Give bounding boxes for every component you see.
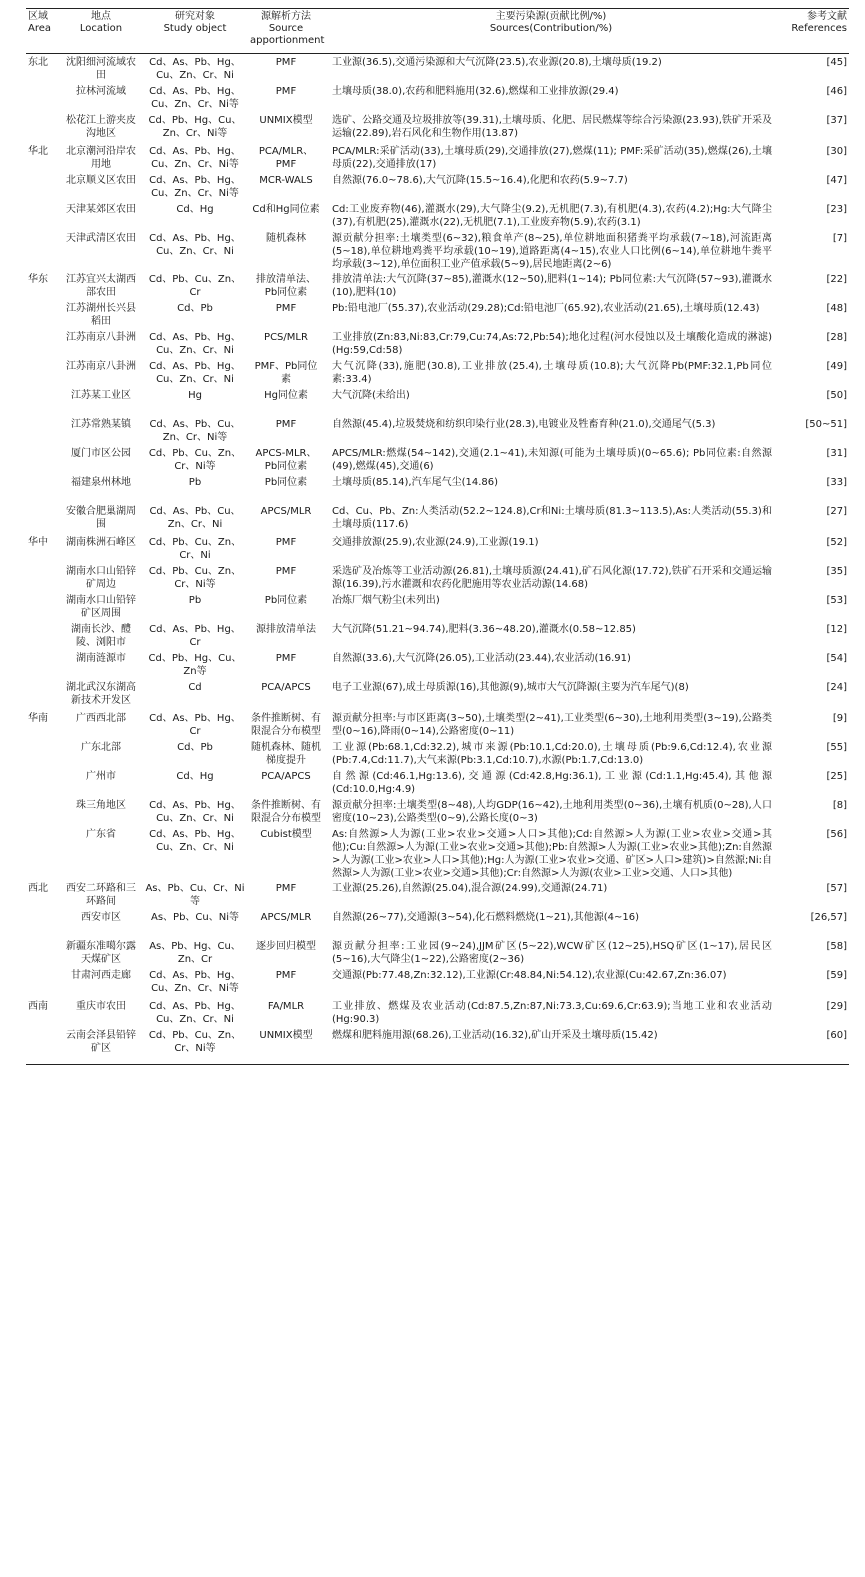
table-header [26,9,849,54]
table-row [26,54,849,86]
cell-sources: As:自然源>人为源(工业>农业>交通>人口>其他);Cd:自然源>人为源(工业>农业>交通>其他);Cu:自然源>人为源(工业>农业>交通>其他);Pb:自然源>人为源(工业>农业>其他);Zn:自然源>人为源(工业>农业>人口>其他);Hg:人为源(工业>农业>交通、矿区>人口>建筑)>自然源;Ni:自然源>人为源(工业>农业>交通>其他);Cr:自然源>人为源(农业>工业>交通、人口>其他) [332,829,772,879]
cell-location: 珠三角地区 [76,800,126,811]
cell-area: 西南 [28,1001,48,1012]
cell-location: 湖南水口山铅锌矿区周围 [66,595,136,619]
cell-location: 云南会泽县铅锌矿区 [60,1029,142,1065]
table-row [26,652,849,681]
table-row [26,534,849,565]
cell-area [26,652,60,681]
cell-study-object: Hg [188,390,202,401]
cell-study-object: Cd、Hg [176,771,214,782]
table-row [26,331,849,360]
table-row [26,565,849,594]
cell-study-object: Cd、As、Pb、Hg、Cu、Zn、Cr、Ni [149,57,241,81]
cell-area [26,623,60,652]
cell-sources: 大气沉降(51.21~94.74),肥料(3.36~48.20),灌溉水(0.58~12.85) [332,624,636,635]
table-row [26,143,849,174]
cell-reference: [50] [826,390,847,401]
cell-study-object: Cd、As、Pb、Cu、Zn、Cr、Ni [149,506,241,530]
cell-method: UNMIX模型 [248,1029,324,1065]
cell-method: Pb同位素 [264,595,308,606]
cell-sources: 工业排放(Zn:83,Ni:83,Cr:79,Cu:74,As:72,Pb:54);地化过程(河水侵蚀以及土壤酸化造成的淋滤)(Hg:59,Cd:58) [332,332,772,356]
cell-location: 西安市区 [81,912,121,923]
cell-sources: 自然源(45.4),垃圾焚烧和纺织印染行业(28.3),电镀业及牲畜育种(21.0),交通尾气(5.3) [332,419,716,430]
cell-method: APCS/MLR [260,506,312,517]
cell-reference: [53] [826,595,847,606]
cell-reference: [33] [826,477,847,488]
cell-study-object: Pb [188,477,202,488]
cell-method: 随机森林 [266,233,306,244]
cell-area: 华中 [28,537,48,548]
table-row [26,998,849,1029]
cell-location: 福建泉州林地 [71,477,131,488]
cell-method: Cd和Hg同位素 [252,204,320,215]
cell-reference: [24] [826,682,847,693]
cell-study-object: Cd、As、Pb、Hg、Cu、Zn、Cr、Ni等 [149,175,241,199]
cell-method: Pb同位素 [264,477,308,488]
cell-method: 条件推断树、有限混合分布模型 [251,800,321,824]
cell-sources: 自然源(33.6),大气沉降(26.05),工业活动(23.44),农业活动(16.91) [332,653,631,664]
cell-area [26,418,60,447]
cell-method: PMF [275,883,297,894]
cell-sources: 工业源(Pb:68.1,Cd:32.2),城市来源(Pb:10.1,Cd:20.0),土壤母质(Pb:9.6,Cd:12.4),农业源(Pb:7.4,Cd:11.7),大气来源(Pb:3.1,Cd:10.7),水源(Pb:1.7,Cd:13.0) [332,742,772,766]
cell-method: PMF、Pb同位素 [254,361,318,385]
cell-reference: [47] [826,175,847,186]
cell-area: 东北 [28,57,48,68]
cell-area [26,565,60,594]
table-row [26,828,849,880]
table-row [26,85,849,114]
cell-study-object: Cd、Pb、Cu、Zn、Cr、Ni等 [148,448,242,472]
header-area: 区域 Area [26,9,60,54]
cell-area [26,969,60,998]
table-body [26,54,849,1065]
cell-study-object: Cd、Pb、Hg、Cu、Zn、Cr、Ni等 [148,115,242,139]
cell-sources: Cd、Cu、Pb、Zn:人类活动(52.2~124.8),Cr和Ni:土壤母质(81.3~113.5),As:人类活动(55.3)和土壤母质(117.6) [332,506,772,530]
table-row [26,476,849,505]
cell-area [26,799,60,828]
cell-study-object: As、Pb、Cu、Cr、Ni等 [145,883,245,907]
cell-method: 排放清单法、Pb同位素 [256,274,316,298]
cell-reference: [49] [826,361,847,372]
cell-area [26,331,60,360]
cell-area [26,447,60,476]
cell-location: 广东北部 [81,742,121,753]
cell-reference: [35] [826,566,847,577]
cell-location: 拉林河流域 [76,86,126,97]
cell-location: 广东省 [86,829,116,840]
cell-reference: [25] [826,771,847,782]
table-row [26,770,849,799]
cell-study-object: Cd、Pb、Cu、Zn、Cr、Ni等 [142,1029,248,1065]
cell-method: PMF [275,57,297,68]
cell-location: 天津某郊区农田 [66,204,136,215]
cell-study-object: Cd、As、Pb、Hg、Cu、Zn、Cr、Ni [149,1001,241,1025]
cell-location: 江苏南京八卦洲 [66,361,136,372]
cell-location: 北京潮河沿岸农用地 [66,146,136,170]
cell-sources: Cd:工业废弃物(46),灌溉水(29),大气降尘(9.2),无机肥(7.3),有机肥(4.3),农药(4.2);Hg:大气降尘(37),有机肥(25),灌溉水(22),无机肥(7.1),工业废弃物(5.9),农药(3.1) [332,204,772,228]
cell-sources: Pb:铅电池厂(55.37),农业活动(29.28);Cd:铅电池厂(65.92),农业活动(21.65),土壤母质(12.43) [332,303,760,314]
cell-location: 湖北武汉东湖高新技术开发区 [66,682,136,706]
cell-area [26,302,60,331]
cell-sources: 燃煤和肥料施用源(68.26),工业活动(16.32),矿山开采及土壤母质(15.42) [324,1029,778,1065]
cell-location: 江苏南京八卦洲 [66,332,136,343]
table-row [26,505,849,534]
cell-study-object: Cd、As、Pb、Cu、Zn、Cr、Ni等 [149,419,241,443]
cell-area [26,770,60,799]
cell-location: 甘肃河西走廊 [71,970,131,981]
table-row [26,174,849,203]
cell-sources: 自然源(76.0~78.6),大气沉降(15.5~16.4),化肥和农药(5.9~7.7) [332,175,628,186]
cell-reference: [7] [832,233,847,244]
table-row [26,271,849,302]
cell-method: PCA/APCS [261,682,311,693]
header-location: 地点 Location [60,9,142,54]
cell-method: PMF [275,566,297,577]
cell-study-object: Cd、As、Pb、Hg、Cu、Zn、Cr、Ni [149,800,241,824]
cell-sources: 大气沉降(33),施肥(30.8),工业排放(25.4),土壤母质(10.8);大气沉降Pb(PMF:32.1,Pb同位素:33.4) [332,361,772,385]
table-row [26,710,849,741]
cell-area [26,476,60,505]
cell-sources: 冶炼厂烟气粉尘(未列出) [332,595,440,606]
table-row [26,741,849,770]
cell-location: 松花江上游夹皮沟地区 [66,115,136,139]
table-row [26,360,849,389]
cell-location: 北京顺义区农田 [66,175,136,186]
cell-area [26,594,60,623]
cell-study-object: Cd [188,682,202,693]
cell-reference: [45] [826,57,847,68]
cell-study-object: Cd、Pb、Cu、Zn、Cr、Ni [148,537,242,561]
cell-reference: [48] [826,303,847,314]
cell-study-object: Cd、Hg [176,204,214,215]
table-row [26,940,849,969]
cell-method: PCA/APCS [261,771,311,782]
cell-location: 安徽合肥巢湖周围 [66,506,136,530]
cell-reference: [9] [832,713,847,724]
cell-method: APCS/MLR [260,912,312,923]
cell-method: UNMIX模型 [259,115,313,126]
cell-method: Hg同位素 [264,390,308,401]
table-row [26,594,849,623]
cell-sources: 工业源(25.26),自然源(25.04),混合源(24.99),交通源(24.71) [332,883,608,894]
cell-reference: [58] [826,941,847,952]
cell-area [26,828,60,880]
cell-location: 湖南长沙、醴陵、浏阳市 [71,624,131,648]
header-method: 源解析方法 Source apportionment [248,9,324,54]
cell-study-object: Pb [188,595,202,606]
cell-study-object: Cd、Pb [177,742,213,753]
cell-method: Cubist模型 [260,829,312,840]
cell-reference: [37] [826,115,847,126]
cell-location: 江苏某工业区 [71,390,131,401]
cell-sources: 土壤母质(38.0),农药和肥料施用(32.6),燃煤和工业排放源(29.4) [332,86,619,97]
cell-reference: [23] [826,204,847,215]
cell-method: PMF [275,970,297,981]
table-row [26,681,849,710]
cell-area [26,85,60,114]
cell-reference: [28] [826,332,847,343]
cell-reference: [26,57] [810,912,847,923]
header-row [26,9,849,54]
cell-area: 华北 [28,146,48,157]
cell-reference: [60] [778,1029,849,1065]
cell-location: 新疆东准噶尔露天煤矿区 [66,941,136,965]
cell-location: 西安二环路和三环路间 [66,883,136,907]
cell-study-object: Cd、As、Pb、Hg、Cu、Zn、Cr、Ni [149,233,241,257]
header-references: 参考文献 References [778,9,849,54]
cell-area [26,232,60,271]
cell-location: 湖南涟源市 [76,653,126,664]
header-study-object: 研究对象 Study object [142,9,248,54]
cell-study-object: Cd、Pb、Cu、Zn、Cr、Ni等 [148,566,242,590]
cell-method: PMF [275,86,297,97]
cell-area [26,174,60,203]
cell-method: PMF [275,419,297,430]
cell-study-object: Cd、Pb [177,303,213,314]
cell-area: 华南 [28,713,48,724]
cell-reference: [54] [826,653,847,664]
cell-reference: [30] [826,146,847,157]
cell-study-object: Cd、Pb、Hg、Cu、Zn等 [148,653,242,677]
cell-reference: [57] [826,883,847,894]
cell-reference: [52] [826,537,847,548]
cell-sources: 交通源(Pb:77.48,Zn:32.12),工业源(Cr:48.84,Ni:54.12),农业源(Cu:42.67,Zn:36.07) [332,970,727,981]
cell-area [26,114,60,143]
cell-reference: [22] [826,274,847,285]
cell-area: 西北 [28,883,48,894]
cell-sources: 排放清单法:大气沉降(37~85),灌溉水(12~50),肥料(1~14); Pb同位素:大气沉降(57~93),灌溉水(10),肥料(10) [332,274,772,298]
cell-area: 华东 [28,274,48,285]
cell-reference: [46] [826,86,847,97]
cell-area [26,505,60,534]
cell-study-object: Cd、As、Pb、Hg、Cu、Zn、Cr、Ni等 [149,970,241,994]
cell-study-object: Cd、As、Pb、Hg、Cr [149,624,241,648]
cell-method: 源排放清单法 [256,624,316,635]
header-sources: 主要污染源(贡献比例/%) Sources(Contribution/%) [324,9,778,54]
table-row [26,114,849,143]
cell-reference: [8] [832,800,847,811]
table-row [26,203,849,232]
cell-sources: 源贡献分担率:土壤类型(6~32),粮食单产(8~25),单位耕地面积猪粪平均承载(7~18),河流距离(5~18),单位耕地鸡粪平均承载(10~19),道路距离(4~15),农业人口比例(6~14),单位耕地牛粪平均承载(3~12),单位面积工业产值承载(5~9),居民地距离(2~6) [332,233,772,270]
cell-reference: [27] [826,506,847,517]
cell-area [26,360,60,389]
cell-location: 沈阳细河流域农田 [66,57,136,81]
cell-method: 条件推断树、有限混合分布模型 [251,713,321,737]
table-row [26,880,849,911]
cell-area [26,681,60,710]
cell-sources: 采选矿及冶炼等工业活动源(26.81),土壤母质源(24.41),矿石风化源(17.72),铁矿石开采和交通运输源(16.39),污水灌溉和农药化肥施用等农业活动源(14.68) [332,566,772,590]
table-row [26,418,849,447]
cell-location: 重庆市农田 [76,1001,126,1012]
cell-study-object: Cd、As、Pb、Hg、Cu、Zn、Cr、Ni等 [149,86,241,110]
cell-sources: 源贡献分担率:工业园(9~24),JJM矿区(5~22),WCW矿区(12~25),HSQ矿区(1~17),居民区(5~16),大气降尘(1~22),公路密度(2~36) [332,941,772,965]
cell-sources: 土壤母质(85.14),汽车尾气尘(14.86) [332,477,499,488]
cell-method: PCA/MLR、PMF [258,146,314,170]
table-row [26,969,849,998]
cell-sources: 选矿、公路交通及垃圾排放等(39.31),土壤母质、化肥、居民燃煤等综合污染源(23.93),铁矿开采及运输(22.89),岩石风化和生物作用(13.87) [332,115,772,139]
cell-method: MCR-WALS [259,175,313,186]
cell-method: FA/MLR [267,1001,305,1012]
cell-reference: [56] [826,829,847,840]
cell-sources: 源贡献分担率:土壤类型(8~48),人均GDP(16~42),土地利用类型(0~36),土壤有机质(0~28),人口密度(10~23),公路类型(0~9),公路长度(0~3) [332,800,772,824]
cell-reference: [12] [826,624,847,635]
cell-sources: 自然源(Cd:46.1,Hg:13.6),交通源(Cd:42.8,Hg:36.1),工业源(Cd:1.1,Hg:45.4),其他源(Cd:10.0,Hg:4.9) [332,771,772,795]
cell-location: 江苏湖州长兴县稻田 [66,303,136,327]
cell-method: PMF [275,537,297,548]
cell-study-object: As、Pb、Cu、Ni等 [150,912,239,923]
cell-location: 厦门市区公园 [71,448,131,459]
cell-location: 天津武清区农田 [66,233,136,244]
cell-study-object: Cd、Pb、Cu、Zn、Cr [148,274,242,298]
cell-area [26,911,60,940]
cell-location: 湖南水口山铅锌矿周边 [66,566,136,590]
table-row [26,302,849,331]
cell-sources: 电子工业源(67),成土母质源(16),其他源(9),城市大气沉降源(主要为汽车尾气)(8) [332,682,689,693]
cell-area [26,1029,60,1065]
cell-study-object: Cd、As、Pb、Hg、Cu、Zn、Cr、Ni [149,332,241,356]
cell-area [26,741,60,770]
cell-reference: [50~51] [805,419,847,430]
cell-method: 逐步回归模型 [256,941,316,952]
cell-location: 广西西北部 [76,713,126,724]
cell-location: 江苏宜兴太湖西部农田 [66,274,136,298]
cell-sources: 源贡献分担率:与市区距离(3~50),土壤类型(2~41),工业类型(6~30),土地利用类型(3~19),公路类型(0~16),降雨(0~14),公路密度(0~11) [332,713,772,737]
cell-study-object: Cd、As、Pb、Hg、Cu、Zn、Cr、Ni等 [149,146,241,170]
cell-method: APCS-MLR、Pb同位素 [255,448,317,472]
cell-study-object: As、Pb、Hg、Cu、Zn、Cr [149,941,241,965]
cell-method: PCS/MLR [264,332,308,343]
cell-reference: [55] [826,742,847,753]
cell-method: PMF [275,653,297,664]
cell-area [26,203,60,232]
cell-sources: 工业源(36.5),交通污染源和大气沉降(23.5),农业源(20.8),土壤母质(19.2) [332,57,662,68]
cell-method: PMF [275,303,297,314]
table-row [26,232,849,271]
cell-sources: PCA/MLR:采矿活动(33),土壤母质(29),交通排放(27),燃煤(11); PMF:采矿活动(35),燃煤(26),土壤母质(22),交通排放(17) [332,146,772,170]
table-row [26,799,849,828]
cell-reference: [31] [826,448,847,459]
cell-sources: 工业排放、燃煤及农业活动(Cd:87.5,Zn:87,Ni:73.3,Cu:69.6,Cr:63.9);当地工业和农业活动(Hg:90.3) [332,1001,772,1025]
cell-area [26,940,60,969]
cell-study-object: Cd、As、Pb、Hg、Cu、Zn、Cr、Ni [149,829,241,853]
table-row [26,447,849,476]
cell-area [26,389,60,418]
cell-reference: [59] [826,970,847,981]
table-row [26,1029,849,1065]
cell-sources: 大气沉降(未给出) [332,390,410,401]
cell-sources: APCS/MLR:燃煤(54~142),交通(2.1~41),未知源(可能为土壤母质)(0~65.6); Pb同位素:自然源(49),燃煤(45),交通(6) [332,448,772,472]
cell-sources: 自然源(26~77),交通源(3~54),化石燃料燃烧(1~21),其他源(4~16) [332,912,639,923]
cell-location: 广州市 [86,771,116,782]
cell-location: 江苏常熟某镇 [71,419,131,430]
cell-study-object: Cd、As、Pb、Hg、Cu、Zn、Cr、Ni [149,361,241,385]
table-row [26,623,849,652]
cell-method: 随机森林、随机梯度提升 [251,742,321,766]
source-apportionment-table [26,8,849,1065]
cell-location: 湖南株洲石峰区 [66,537,136,548]
table-row [26,911,849,940]
table-row [26,389,849,418]
cell-study-object: Cd、As、Pb、Hg、Cr [149,713,241,737]
cell-reference: [29] [826,1001,847,1012]
cell-sources: 交通排放源(25.9),农业源(24.9),工业源(19.1) [332,537,539,548]
